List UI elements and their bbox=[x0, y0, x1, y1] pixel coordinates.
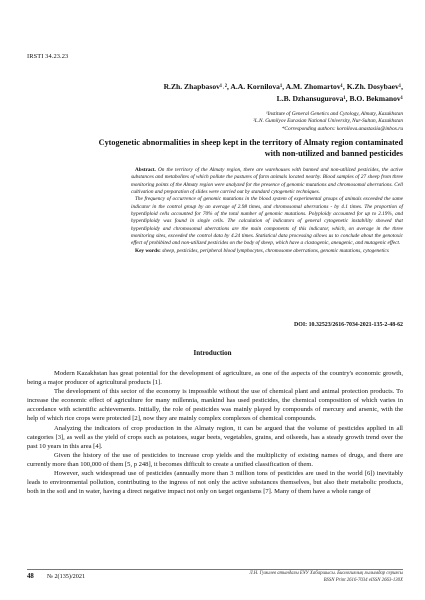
abstract bbox=[131, 167, 403, 255]
body-paragraph-4: Given the history of the use of pesticides to increase crop yields and the multiplicity of existing names of drugs, and there are currently more than 100,000 of them [5, p 248], it becomes difficult to create a unified classification of them. bbox=[27, 451, 403, 468]
section-heading: Introduction bbox=[193, 349, 232, 357]
issue-number: № 2(135)/2021 bbox=[47, 573, 86, 580]
keywords-label: Key words: bbox=[135, 247, 161, 254]
body-paragraph-5: However, such widespread use of pesticides (annually more than 3 million tons of pesticides are used in the world [6]) inevitably leads to environmental pollution, contributing to the ingress of not only the active substances themselves, but also their metabolic products, both in the soil and in water, having a direct negative impact not only on target organisms [7]. Many of them have a whole range of bbox=[27, 470, 403, 496]
abstract-label: Abstract. bbox=[135, 167, 156, 173]
body-paragraph-2: The development of this sector of the economy is impossible without the use of chemical plant and animal protection products. To increase the economic effect of agriculture for many millennia, mankind has used pesticides, the chemical composition of which varies in accordance with scientific achievements. Initially, the role of pesticides was mainly played by compounds of mercury and arsenic, with the help of which rice crops were protected [2], now they are mainly complex complexes of chemical compounds. bbox=[27, 388, 403, 423]
affiliation-1: ¹Institute of General Genetics and Cytology, Almaty, Kazakhstan bbox=[266, 111, 403, 117]
author-line-1: R.Zh. Zhapbasov¹˒², A.A. Kornilova¹, A.M. Zhomartov¹, K.Zh. Dosybaev¹, bbox=[163, 82, 403, 91]
affiliation-2: ²L.N. Gumilyov Eurasian National University, Nur-Sultan, Kazakhstan bbox=[253, 118, 403, 125]
author-list bbox=[40, 81, 403, 105]
abstract-text-1: On the territory of the Almaty region, there are warehouses with banned and non-utilized pesticides, the active substances and metabolites of which pollute the pastures of farm animals located nearby. Blood samples of 27 sheep from three monitoring points of the Almaty region were analyzed for the presence of genomic mutations and chromosomal aberrations. Cell cultivation and preparation of slides were carried out by standard cytogenetic techniques. bbox=[131, 167, 403, 196]
abstract-paragraph-2: The frequency of occurrence of genomic mutations in the blood system of experimental groups of animals exceeded the same indicator in the control group by an average of 2.98 times, and chromosomal aberrations - by 4.1 times. The proportion of hyperdiploid cells accounted for 70% of the total number of genomic mutations. Polyploidy accounted for up to 2.19%, and hyperdiploidy was found in single cells. The calculation of indicators of general cytogenetic instability showed that hyperdiploidy and chromosomal aberrations are the main components of this indicator, which, on average in the three monitoring sites, exceeded the control data by 4.24 times. Statistical data processing allows us to conclude about the genotoxic effect of prohibited and non-utilized pesticides on the body of sheep, which have a clastogenic, aneugenic, and mutagenic effect. bbox=[131, 196, 403, 247]
body-paragraph-1: Modern Kazakhstan has great potential for the development of agriculture, as one of the aspects of the country's economic growth, being a major producer of agricultural products [1]. bbox=[27, 370, 403, 387]
page-number: 48 bbox=[27, 573, 34, 580]
footer-divider bbox=[27, 569, 403, 570]
body-paragraph-3: Analyzing the indicators of crop production in the Almaty region, it can be argued that the volume of pesticides applied in all categories [3], as well as the yield of crops such as potatoes, sugar beets, vegetables, grains, and oilseeds, has a steady growth trend over the past 10 years in this area [4]. bbox=[27, 424, 403, 450]
keywords-text: sheep, pesticides, peripheral blood lymphocytes, chromosome aberrations, genomic mutations, cytogenetics bbox=[162, 247, 389, 254]
journal-issn: BSSN Print 2616-7034 eISSN 2663-130X bbox=[323, 577, 403, 583]
keywords bbox=[131, 248, 403, 255]
journal-name: Л.Н. Гумилев атындағы ЕҰУ Хабаршысы. Биологиялық ғылымдар сериясы bbox=[249, 571, 403, 576]
journal-info bbox=[249, 571, 403, 584]
corresponding-author[interactable]: *Corresponding authors: kornilova.anastasiia@inbox.ru bbox=[281, 125, 403, 132]
body-text bbox=[27, 369, 403, 496]
title-line-2: with non-utilized and banned pesticides bbox=[264, 149, 403, 158]
irsti-code: IRSTI 34.23.23 bbox=[27, 53, 69, 60]
title-line-1: Cytogenetic abnormalities in sheep kept in the territory of Almaty region contaminated bbox=[98, 138, 403, 147]
article-title bbox=[40, 137, 403, 159]
doi[interactable]: DOI: 10.32523/2616-7034-2021-135-2-48-62 bbox=[294, 322, 403, 328]
author-line-2: L.B. Dzhansugurova¹, B.O. Bekmanov¹ bbox=[276, 94, 403, 103]
affiliations bbox=[120, 111, 403, 133]
abstract-paragraph-1 bbox=[131, 167, 403, 196]
